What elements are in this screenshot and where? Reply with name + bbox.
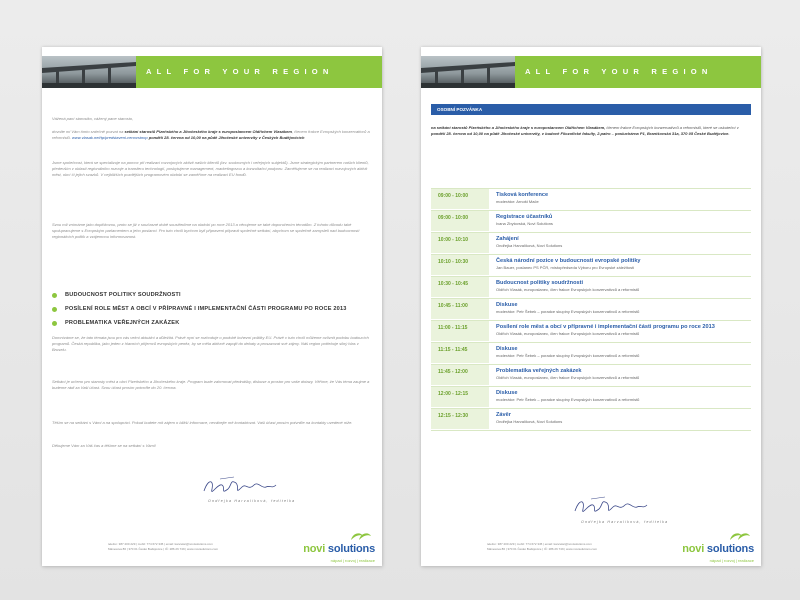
topic-item: BUDOUCNOST POLITIKY SOUDRŽNOSTI — [52, 288, 372, 302]
schedule-time: 10:45 - 11:00 — [431, 299, 489, 319]
logo-leaves-icon — [728, 530, 752, 542]
schedule-speaker: Oldřich Vlasák, europoslanec, člen frakce Evropských konzervativců a reformistů — [496, 287, 640, 292]
schedule-time: 12:00 - 12:15 — [431, 387, 489, 407]
schedule-time: 09:00 - 10:00 — [431, 189, 489, 209]
bridge-photo — [421, 56, 515, 88]
intro-rest: členem frakce Evropských konzervativců a reformistů. — [52, 129, 370, 141]
schedule-time: 09:00 - 10:00 — [431, 211, 489, 231]
intro-paragraph: dovolte mi Vám tímto srdečně pozvat na setkání starostů Plzeňského a Jihočeského kraje s europoslancem Oldřichem Vlasákem, členem frakce Evropských konzervativců a reformistů. www.vlasak.net/tp/predstaveni-cenovstnop pondělí 28. června od 10,00 na půdě Jihočeské univerzity v Českých Budějovicích — [52, 129, 370, 141]
invitation-intro — [431, 125, 751, 137]
logo-subtitle: nápad | rozvoj | realizace — [709, 558, 754, 563]
schedule-item — [496, 192, 548, 205]
schedule-speaker: Jan Bauer, poslanec PS PČR, místopředseda Výboru pro Evropské záležitosti — [496, 265, 635, 270]
schedule-row — [431, 408, 751, 431]
schedule-item — [496, 346, 639, 359]
schedule-speaker: moderátor: Arnošt Mače — [496, 199, 539, 204]
topic-list — [52, 288, 372, 330]
schedule-item — [496, 258, 641, 271]
tagline: ALL FOR YOUR REGION — [525, 67, 713, 76]
closing: Děkujeme Vám za Váš čas a těšíme se na setkání s Vámi! — [52, 443, 156, 448]
schedule-title: Registrace účastníků — [496, 214, 553, 220]
intro-place: v budově Filozofické fakulty, 2.patro – posluchárna P1, Branišovská 31a, 370 05 České Budějovice. — [541, 131, 730, 137]
schedule-title: Česká národní pozice v budoucnosti evropské politiky — [496, 258, 641, 264]
schedule-row — [431, 210, 751, 232]
bullet-dot-icon — [52, 293, 57, 298]
topic-item: PROBLEMATIKA VEŘEJNÝCH ZAKÁZEK — [52, 316, 372, 330]
schedule-speaker: Ondřejka Harvalíková, Novi Solutions — [496, 243, 563, 248]
intro-date: pondělí 28. června od 10,00 na půdě Jihočeské univerzity, — [431, 131, 541, 137]
schedule-item — [496, 302, 639, 315]
schedule-title: Diskuse — [496, 346, 518, 352]
footer-line-2: Mánesova 86 | 370 01 České Budějovice | IČ: 286 26 749 | www.novisolutions.com — [487, 547, 598, 551]
schedule-speaker: Oldřich Vlasák, europoslanec, člen frakce Evropských konzervativců a reformistů — [496, 331, 640, 336]
schedule-row — [431, 320, 751, 342]
schedule-row — [431, 254, 751, 276]
schedule-speaker: moderátor: Petr Šebek – poradce skupiny Evropských konzervativců a reformistů — [496, 397, 640, 402]
schedule-table — [431, 188, 751, 431]
schedule-title: Diskuse — [496, 302, 518, 308]
schedule-title: Posílení role měst a obcí v přípravné i implementační části programu po roce 2013 — [496, 324, 715, 330]
schedule-row — [431, 232, 751, 254]
schedule-speaker: Ivana Zbytovská, Novi Solutions — [496, 221, 553, 226]
schedule-time: 11:45 - 12:00 — [431, 365, 489, 385]
intro-rest: členem frakce Evropských konzervativců a reformistů, které se uskuteční v — [606, 125, 739, 130]
letter-page — [42, 47, 382, 566]
logo-brand: novi solutions — [303, 543, 375, 555]
schedule-time: 11:15 - 11:45 — [431, 343, 489, 363]
schedule-row — [431, 386, 751, 408]
schedule-row — [431, 364, 751, 386]
schedule-item — [496, 368, 639, 381]
paragraph-5: Setkání je určeno pro starosty měst a obcí Plzeňského a Jihočeského kraje. Program bude zahrnovat přednášky, diskuse a prostor pro vaše dotazy. Věříme, že Vás téma zaujme a budeme rádi za Vaši účast. Svou účast prosím potvrďte do 20. června. — [52, 379, 370, 391]
footer-line-2: Mánesova 86 | 370 01 České Budějovice | IČ: 286 26 749 | www.novisolutions.com — [108, 547, 219, 551]
schedule-row — [431, 342, 751, 364]
schedule-item — [496, 390, 639, 403]
novi-solutions-logo — [674, 530, 754, 562]
novi-solutions-logo — [295, 530, 375, 562]
schedule-item — [496, 214, 553, 227]
paragraph-3: Svou roli vnímáme jako doplňkovou, proto se již v současné době soustředíme na období po roce 2013 a věnujeme se také doporučením tématům. Z tohoto důvodu také spolupracujeme s Evropským parlamentem a jeho poslanci. Pro tuto chvíli bychom byli připraveni připravit společné setkání, abychom se společně zamysleli nad budoucností regionálních politik a vzájemnou informovanost. — [52, 222, 360, 240]
schedule-time: 10:00 - 10:10 — [431, 233, 489, 253]
schedule-title: Problematika veřejných zakázek — [496, 368, 582, 374]
signature-image — [571, 495, 651, 519]
signature-name: Ondřejka Harvalíková, ředitelka — [208, 499, 296, 503]
bridge-photo — [42, 56, 136, 88]
signature-image — [200, 475, 280, 499]
schedule-row — [431, 276, 751, 298]
paragraph-6: Těším se na setkání s Vámi a na spolupráci. Pokud budete mít zájem o bližší informace, neváhejte mě kontaktovat. Vaši účast prosím potvrďte na kontakty uvedené níže. — [52, 420, 353, 425]
schedule-item — [496, 236, 562, 249]
footer-line-1: telefon: 387 200 229 | mobil: 774 672 345 | email: kancelar@novisolutions.com — [108, 542, 213, 546]
logo-brand: novi solutions — [682, 543, 754, 555]
schedule-time: 10:10 - 10:30 — [431, 255, 489, 275]
tagline: ALL FOR YOUR REGION — [146, 67, 334, 76]
intro-date: pondělí 28. června od 10,00 na půdě Jihočeské univerzity v Českých Budějovicích — [148, 135, 305, 141]
schedule-speaker: moderátor: Petr Šebek – poradce skupiny Evropských konzervativců a reformistů — [496, 309, 640, 314]
footer-contacts — [487, 542, 597, 552]
schedule-speaker: Oldřich Vlasák, europoslanec, člen frakce Evropských konzervativců a reformistů — [496, 375, 640, 380]
schedule-time: 12:15 - 12:30 — [431, 409, 489, 429]
schedule-title: Tisková konference — [496, 192, 549, 198]
schedule-time: 11:00 - 11:15 — [431, 321, 489, 341]
schedule-speaker: moderátor: Petr Šebek – poradce skupiny Evropských konzervativců a reformistů — [496, 353, 640, 358]
paragraph-4: Domníváme se, že tato témata jsou pro vás velmi aktuální a důležitá. Právě nyní se rozhoduje o podobě kohezní politiky EU. Právě v tuto chvíli můžeme ovlivnit podobu budoucích programů. Česká republika, jako jeden z hlavních příjemců evropských peněz, by se měla aktivně zapojit do debaty a prosazovat své zájmy. Náš region potřebuje silný hlas v Bruselu. — [52, 335, 369, 353]
topic-item: POSÍLENÍ ROLE MĚST A OBCÍ V PŘÍPRAVNÉ I IMPLEMENTAČNÍ ČÁSTI PROGRAMU PO ROCE 2013 — [52, 302, 372, 316]
schedule-speaker: Ondřejka Harvalíková, Novi Solutions — [496, 419, 563, 424]
intro-link[interactable]: www.vlasak.net/tp/predstaveni-cenovstnop — [72, 135, 148, 141]
schedule-time: 10:30 - 10:45 — [431, 277, 489, 297]
schedule-title: Budoucnost politiky soudržnosti — [496, 280, 584, 286]
footer-line-1: telefon: 387 200 229 | mobil: 774 672 345 | email: kancelar@novisolutions.com — [487, 542, 592, 546]
schedule-item — [496, 280, 639, 293]
header-banner — [42, 56, 382, 88]
logo-leaves-icon — [349, 530, 373, 542]
greeting: Vážená paní starostko, vážený pane starosto, — [52, 116, 134, 121]
intro-bold: na setkání starostů Plzeňského a Jihočeského kraje s europoslancem Oldřichem Vlasákem, — [431, 125, 606, 130]
paragraph-2: Jsme společnost, která se specializuje na pomoc při realizaci rozvojových aktivit našich klientů (tzv. soukromých i veřejných subjektů). Jsme strategickým partnerem našich klientů, především v oblasti regionálního rozvoje a transferu technologií, poskytujeme management, marketingovou a konzultační podporu. Zaměřujeme se na realizaci rozvojových aktivit měst, obcí či jejich svazků. V nejbližších pozdějších programovém období se zaměříme na realizaci EU fondů. — [52, 160, 369, 178]
schedule-row — [431, 298, 751, 320]
schedule-title: Závěr — [496, 412, 511, 418]
schedule-item — [496, 412, 562, 425]
schedule-item — [496, 324, 715, 337]
header-banner — [421, 56, 761, 88]
schedule-row — [431, 188, 751, 210]
intro-lead: dovolte mi Vám tímto srdečně pozvat na — [52, 129, 124, 134]
schedule-title: Zahájení — [496, 236, 519, 242]
intro-bold: setkání starostů Plzeňského a Jihočeského kraje s europoslancem Oldřichem Vlasákem — [124, 129, 292, 134]
invitation-header: OSOBNÍ POZVÁNKA — [431, 104, 751, 115]
schedule-title: Diskuse — [496, 390, 518, 396]
logo-subtitle: nápad | rozvoj | realizace — [330, 558, 375, 563]
signature-name: Ondřejka Harvalíková, ředitelka — [581, 520, 669, 524]
bullet-dot-icon — [52, 321, 57, 326]
invitation-page — [421, 47, 761, 566]
bullet-dot-icon — [52, 307, 57, 312]
footer-contacts — [108, 542, 218, 552]
